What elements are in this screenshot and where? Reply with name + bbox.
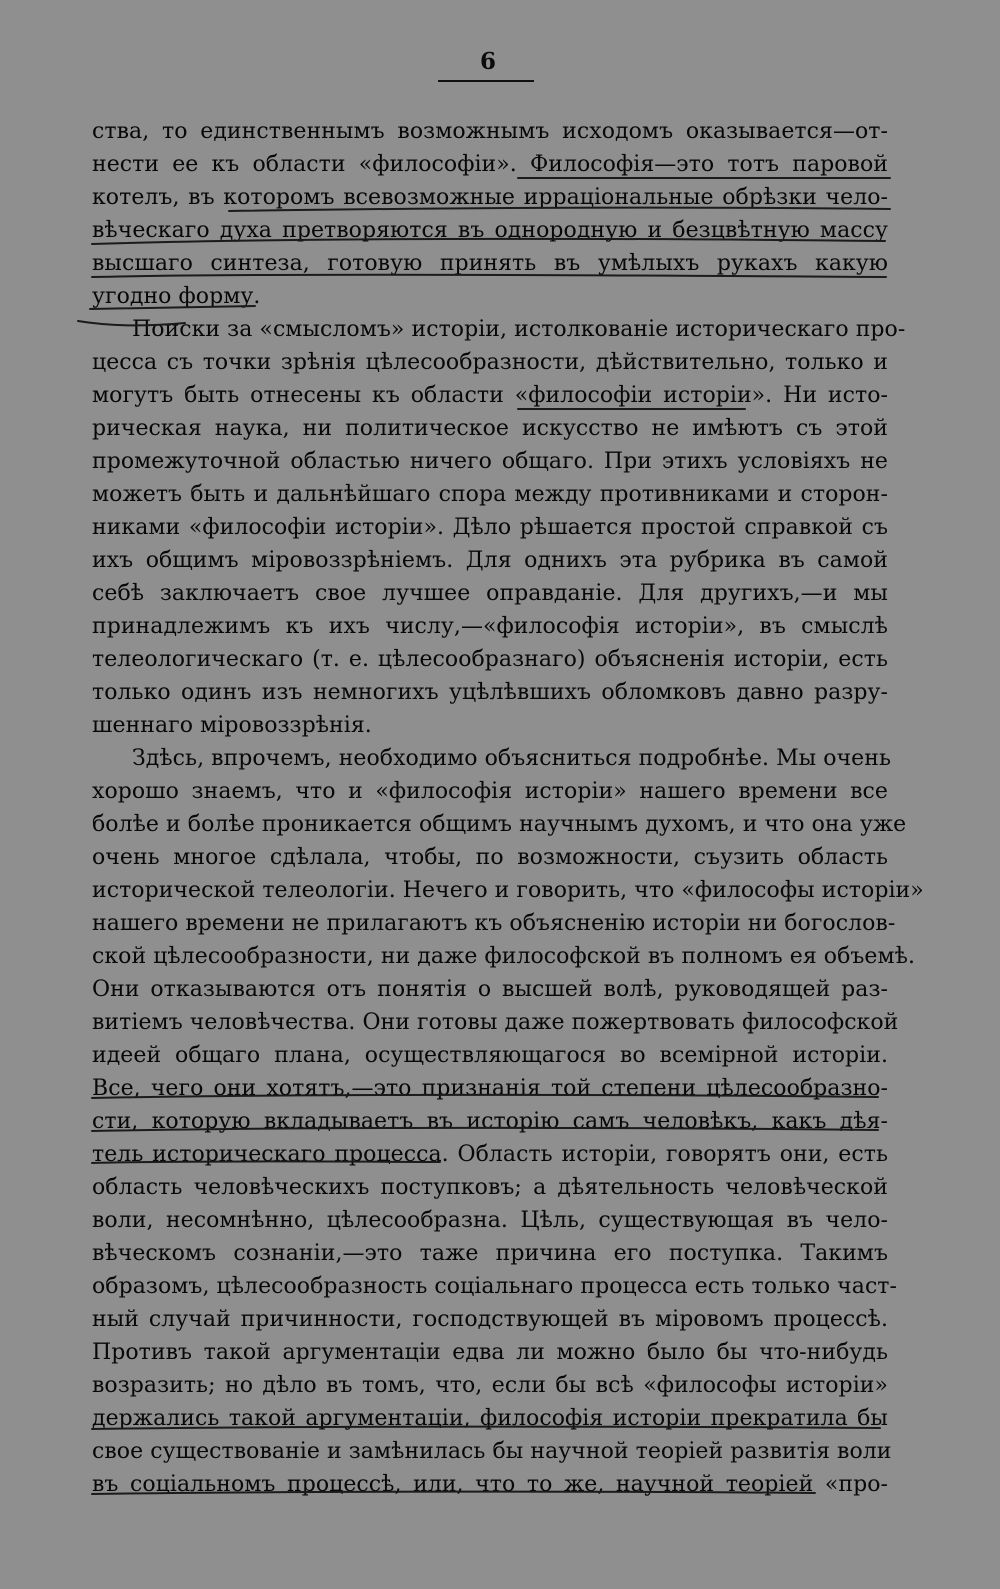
text-line: Противъ такой аргументаціи едва ли можно было бы что-нибудь <box>92 1340 888 1365</box>
text-line: телеологическаго (т. е. цѣлесообразнаго) объясненія исторіи, есть <box>92 647 888 672</box>
text-line: могутъ быть отнесены къ области «философіи исторіи». Ни исто- <box>92 383 888 408</box>
text-line: промежуточной областью ничего общаго. При этихъ условіяхъ не <box>92 449 888 474</box>
text-line: свое существованіе и замѣнилась бы научной теоріей развитія воли <box>92 1439 892 1464</box>
text-line: болѣе и болѣе проникается общимъ научнымъ духомъ, и что она уже <box>92 812 907 837</box>
text-line: область человѣческихъ поступковъ; а дѣятельность человѣческой <box>92 1175 888 1200</box>
text-line: возразить; но дѣло въ томъ, что, если бы всѣ «философы исторіи» <box>92 1373 888 1398</box>
text-line: держались такой аргументаціи, философія исторіи прекратила бы <box>92 1406 888 1431</box>
text-line: образомъ, цѣлесообразность соціальнаго процесса есть только част- <box>92 1274 898 1299</box>
text-line: вѣческомъ сознаніи,—это таже причина его поступка. Такимъ <box>92 1241 888 1266</box>
text-line: шеннаго міровоззрѣнія. <box>92 713 372 738</box>
page-number: 6 <box>479 48 496 75</box>
text-line: ный случай причинности, господствующей въ міровомъ процессѣ. <box>92 1307 888 1332</box>
text-line: никами «философіи исторіи». Дѣло рѣшается простой справкой съ <box>92 515 888 540</box>
text-line: котелъ, въ которомъ всевозможные ирраціональные обрѣзки чело- <box>92 185 888 210</box>
text-line: сти, которую вкладываетъ въ исторію самъ человѣкъ, какъ дѣя- <box>92 1109 888 1134</box>
text-line: нашего времени не прилагаютъ къ объясненію исторіи ни богослов- <box>92 911 896 936</box>
text-line: Все, чего они хотятъ,—это признанія той степени цѣлесообразно- <box>92 1076 888 1101</box>
text-line: въ соціальномъ процессѣ, или, что то же, научной теоріей «про- <box>92 1472 888 1497</box>
text-line: ихъ общимъ міровоззрѣніемъ. Для однихъ эта рубрика въ самой <box>92 548 888 573</box>
text-line: угодно форму. <box>92 284 261 309</box>
text-line: ской цѣлесообразности, ни даже философской въ полномъ ея объемѣ. <box>92 944 916 969</box>
text-line: принадлежимъ къ ихъ числу,—«философія исторіи», въ смыслѣ <box>92 614 888 639</box>
text-line: идеей общаго плана, осуществляющагося во всемірной исторіи. <box>92 1043 888 1068</box>
text-line: тель историческаго процесса. Область исторіи, говорятъ они, есть <box>92 1142 888 1167</box>
text-line: хорошо знаемъ, что и «философія исторіи» нашего времени все <box>92 779 888 804</box>
text-line: только одинъ изъ немногихъ уцѣлѣвшихъ обломковъ давно разру- <box>92 680 888 705</box>
text-line: витіемъ человѣчества. Они готовы даже пожертвовать философской <box>92 1010 899 1035</box>
text-line: очень многое сдѣлала, чтобы, по возможности, съузить область <box>92 845 888 870</box>
text-line: цесса съ точки зрѣнія цѣлесообразности, дѣйствительно, только и <box>92 350 888 375</box>
text-line: Поиски за «смысломъ» исторіи, истолкованіе историческаго про- <box>132 317 906 342</box>
text-line: ства, то единственнымъ возможнымъ исходомъ оказывается—от- <box>92 119 888 144</box>
text-line: вѣческаго духа претворяются въ однородную и безцвѣтную массу <box>92 218 888 243</box>
text-line: себѣ заключаетъ свое лучшее оправданіе. Для другихъ,—и мы <box>92 581 888 606</box>
text-line: можетъ быть и дальнѣйшаго спора между противниками и сторон- <box>92 482 888 507</box>
text-line: воли, несомнѣнно, цѣлесообразна. Цѣль, существующая въ чело- <box>92 1208 888 1233</box>
text-line: высшаго синтеза, готовую принять въ умѣлыхъ рукахъ какую <box>92 251 888 276</box>
text-line: рическая наука, ни политическое искусство не имѣютъ съ этой <box>92 416 888 441</box>
text-line: Здѣсь, впрочемъ, необходимо объясниться подробнѣе. Мы очень <box>132 746 891 771</box>
page-number-rule <box>438 80 534 82</box>
text-line: нести ее къ области «философіи». Философія—это тотъ паровой <box>92 152 888 177</box>
text-line: исторической телеологіи. Нечего и говорить, что «философы исторіи» <box>92 878 924 903</box>
text-line: Они отказываются отъ понятія о высшей волѣ, руководящей раз- <box>92 977 888 1002</box>
